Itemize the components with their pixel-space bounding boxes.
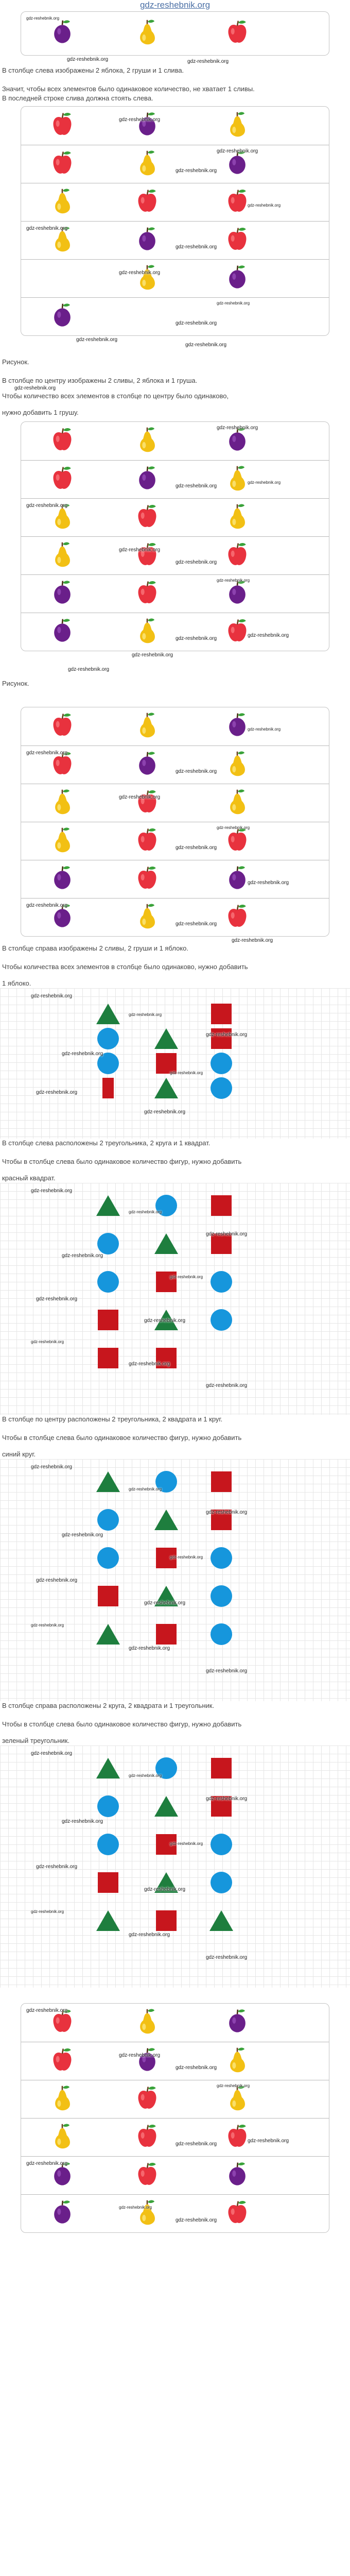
pear-fruit — [136, 2199, 159, 2229]
text-paragraph: Рисунок. — [2, 358, 29, 366]
watermark: gdz-reshebnik.org — [176, 769, 217, 774]
watermark: gdz-reshebnik.org — [217, 825, 250, 830]
apple-fruit — [226, 2199, 249, 2229]
apple-fruit — [136, 826, 159, 856]
pear-fruit — [51, 541, 74, 571]
text-paragraph: синий круг. — [2, 1450, 36, 1458]
apple-fruit — [226, 226, 249, 256]
apple-fruit — [136, 2161, 159, 2191]
shape-grid-1 — [0, 988, 350, 1139]
watermark: gdz-reshebnik.org — [176, 244, 217, 250]
text-paragraph: В столбце слева расположены 2 треугольника, 2 круга и 1 квадрат. — [2, 1139, 211, 1147]
apple-fruit — [136, 788, 159, 818]
fruit-row — [21, 898, 329, 936]
watermark: gdz-reshebnik.org — [217, 301, 250, 306]
site-link[interactable]: gdz-reshebnik.org — [139, 0, 211, 10]
fruit-row — [21, 107, 329, 145]
circle-shape — [211, 1547, 232, 1569]
watermark: gdz-reshebnik.org — [129, 1361, 170, 1367]
circle-shape — [211, 1309, 232, 1331]
fruit-row — [21, 2194, 329, 2232]
watermark: gdz-reshebnik.org — [248, 2138, 289, 2144]
triangle-shape — [96, 1910, 120, 1931]
text-paragraph: красный квадрат. — [2, 1174, 56, 1182]
watermark: gdz-reshebnik.org — [31, 1188, 73, 1194]
watermark: gdz-reshebnik.org — [31, 993, 73, 999]
watermark: gdz-reshebnik.org — [206, 1383, 248, 1388]
fruit-row — [21, 12, 329, 55]
plum-fruit — [51, 2199, 74, 2229]
triangle-shape — [154, 1796, 178, 1817]
fruit-row — [21, 707, 329, 745]
watermark: gdz-reshebnik.org — [129, 1932, 170, 1938]
watermark: gdz-reshebnik.org — [248, 633, 289, 638]
circle-shape — [97, 1795, 119, 1817]
plum-fruit — [51, 579, 74, 609]
pear-fruit — [51, 2084, 74, 2114]
circle-shape — [97, 1547, 119, 1569]
triangle-shape — [209, 1910, 233, 1931]
triangle-shape — [154, 1078, 178, 1098]
watermark: gdz-reshebnik.org — [176, 168, 217, 174]
watermark: gdz-reshebnik.org — [176, 636, 217, 641]
text-paragraph: В столбце по центру изображены 2 сливы, 2 яблока и 1 груша. — [2, 377, 198, 384]
text-paragraph: зеленый треугольник. — [2, 1737, 70, 1744]
watermark: gdz-reshebnik.org — [176, 2217, 217, 2223]
square-shape — [102, 1078, 114, 1098]
fruit-row — [21, 2080, 329, 2118]
text-paragraph: В последней строке слива должна стоять слева. — [2, 94, 153, 102]
fruit-row — [21, 2004, 329, 2042]
watermark: gdz-reshebnik.org — [26, 750, 68, 756]
fruit-row — [21, 145, 329, 183]
fruit-row — [21, 422, 329, 460]
plum-fruit — [226, 264, 249, 294]
apple-fruit — [136, 579, 159, 609]
apple-fruit — [51, 2046, 74, 2076]
plum-fruit — [51, 617, 74, 647]
watermark: gdz-reshebnik.org — [170, 1555, 203, 1560]
watermark: gdz-reshebnik.org — [119, 2053, 161, 2058]
watermark: gdz-reshebnik.org — [26, 16, 60, 21]
shape-grid-3 — [0, 1459, 350, 1701]
pear-fruit — [51, 826, 74, 856]
watermark: gdz-reshebnik.org — [119, 794, 161, 800]
circle-shape — [97, 1271, 119, 1293]
watermark: gdz-reshebnik.org — [248, 727, 281, 732]
text-paragraph: нужно добавить 1 грушу. — [2, 409, 79, 416]
fruit-row — [21, 784, 329, 822]
apple-fruit — [136, 865, 159, 894]
fruit-row — [21, 460, 329, 498]
watermark: gdz-reshebnik.org — [206, 1668, 248, 1674]
watermark: gdz-reshebnik.org — [248, 480, 281, 485]
watermark: gdz-reshebnik.org — [217, 2083, 250, 2088]
text-paragraph: Чтобы количества всех элементов в столбце было одинаково, нужно добавить — [2, 963, 248, 971]
plum-fruit — [51, 19, 74, 48]
watermark: gdz-reshebnik.org — [119, 2205, 152, 2210]
text-paragraph: Чтобы в столбце слева было одинаковое количество фигур, нужно добавить — [2, 1158, 242, 1165]
square-shape — [98, 1586, 118, 1606]
circle-shape — [211, 1834, 232, 1855]
watermark: gdz-reshebnik.org — [217, 148, 258, 154]
watermark: gdz-reshebnik.org — [119, 547, 161, 553]
text-paragraph: Рисунок. — [2, 680, 29, 687]
plum-fruit — [136, 111, 159, 141]
plum-fruit — [136, 750, 159, 780]
watermark: gdz-reshebnik.org — [31, 1909, 64, 1914]
text-paragraph: 1 яблоко. — [2, 979, 31, 987]
circle-shape — [211, 1053, 232, 1074]
apple-fruit — [226, 541, 249, 571]
pear-fruit — [226, 788, 249, 818]
watermark: gdz-reshebnik.org — [129, 1487, 162, 1492]
apple-fruit — [136, 188, 159, 217]
watermark: gdz-reshebnik.org — [176, 2065, 217, 2071]
apple-fruit — [226, 826, 249, 856]
plum-fruit — [226, 2161, 249, 2191]
fruit-row — [21, 221, 329, 259]
fruit-row — [21, 745, 329, 784]
circle-shape — [211, 1623, 232, 1645]
watermark: gdz-reshebnik.org — [206, 1955, 248, 1960]
text-paragraph: В столбце слева изображены 2 яблока, 2 груши и 1 слива. — [2, 66, 184, 74]
watermark: gdz-reshebnik.org — [129, 1646, 170, 1651]
watermark: gdz-reshebnik.org — [144, 1887, 186, 1892]
apple-fruit — [136, 2084, 159, 2114]
apple-fruit — [136, 503, 159, 533]
apple-fruit — [226, 903, 249, 933]
watermark: gdz-reshebnik.org — [62, 1253, 103, 1259]
pear-fruit — [226, 750, 249, 780]
apple-fruit — [51, 711, 74, 741]
watermark: gdz-reshebnik.org — [144, 1109, 186, 1115]
watermark: gdz-reshebnik.org — [217, 425, 258, 431]
fruit-row — [21, 860, 329, 898]
plum-fruit — [51, 302, 74, 332]
square-shape — [98, 1310, 118, 1330]
watermark: gdz-reshebnik.org — [248, 203, 281, 208]
text-paragraph: В столбце справа изображены 2 сливы, 2 груши и 1 яблоко. — [2, 944, 188, 952]
apple-fruit — [226, 188, 249, 217]
watermark: gdz-reshebnik.org — [31, 1623, 64, 1628]
watermark: gdz-reshebnik.org — [144, 1600, 186, 1606]
fruit-row — [21, 183, 329, 221]
fruit-row — [21, 536, 329, 574]
watermark: gdz-reshebnik.org — [129, 1210, 162, 1214]
triangle-shape — [96, 1004, 120, 1024]
watermark: gdz-reshebnik.org — [36, 1296, 78, 1302]
pear-fruit — [136, 903, 159, 933]
plum-fruit — [136, 465, 159, 495]
apple-fruit — [136, 541, 159, 571]
watermark: gdz-reshebnik.org — [26, 503, 68, 509]
watermark: gdz-reshebnik.org — [76, 337, 118, 343]
pear-fruit — [136, 19, 159, 48]
apple-fruit — [51, 426, 74, 456]
pear-fruit — [226, 2084, 249, 2114]
watermark: gdz-reshebnik.org — [176, 320, 217, 326]
watermark: gdz-reshebnik.org — [14, 385, 56, 391]
pear-fruit — [51, 2123, 74, 2153]
watermark: gdz-reshebnik.org — [170, 1275, 203, 1279]
text-paragraph: Чтобы в столбце слева было одинаковое количество фигур, нужно добавить — [2, 1434, 242, 1442]
watermark: gdz-reshebnik.org — [26, 2008, 68, 2013]
watermark: gdz-reshebnik.org — [206, 1796, 248, 1802]
text-paragraph: Чтобы количество всех элементов в столбце по центру было одинаково, — [2, 392, 229, 400]
watermark: gdz-reshebnik.org — [36, 1090, 78, 1096]
watermark: gdz-reshebnik.org — [26, 2161, 68, 2166]
watermark: gdz-reshebnik.org — [170, 1070, 203, 1075]
square-shape — [98, 1348, 118, 1368]
watermark: gdz-reshebnik.org — [62, 1532, 103, 1538]
pear-fruit — [226, 503, 249, 533]
square-shape — [156, 1624, 177, 1645]
shape-grid-4 — [0, 1745, 350, 1988]
fruit-row — [21, 259, 329, 297]
fruit-row — [21, 2042, 329, 2080]
square-shape — [211, 1758, 232, 1778]
text-paragraph: Чтобы в столбце слева было одинаковое количество фигур, нужно добавить — [2, 1720, 242, 1728]
apple-fruit — [226, 2123, 249, 2153]
plum-fruit — [136, 2046, 159, 2076]
plum-fruit — [136, 226, 159, 256]
square-shape — [156, 1910, 177, 1931]
circle-shape — [211, 1872, 232, 1893]
fruit-box-5 — [21, 2003, 329, 2233]
pear-fruit — [136, 149, 159, 179]
text-paragraph: В столбце по центру расположены 2 треугольника, 2 квадрата и 1 круг. — [2, 1415, 223, 1423]
fruit-row — [21, 297, 329, 335]
plum-fruit — [226, 2008, 249, 2038]
plum-fruit — [226, 865, 249, 894]
watermark: gdz-reshebnik.org — [31, 1464, 73, 1470]
watermark: gdz-reshebnik.org — [206, 1510, 248, 1515]
fruit-row — [21, 613, 329, 651]
apple-fruit — [136, 2123, 159, 2153]
watermark: gdz-reshebnik.org — [248, 880, 289, 886]
triangle-shape — [154, 1233, 178, 1254]
watermark: gdz-reshebnik.org — [26, 226, 68, 231]
apple-fruit — [226, 19, 249, 48]
circle-shape — [97, 1834, 119, 1855]
fruit-box-4 — [21, 707, 329, 937]
plum-fruit — [51, 865, 74, 894]
triangle-shape — [154, 1510, 178, 1530]
fruit-box-2 — [21, 106, 329, 336]
square-shape — [211, 1471, 232, 1492]
text-paragraph: В столбце справа расположены 2 круга, 2 квадрата и 1 треугольник. — [2, 1702, 215, 1709]
watermark: gdz-reshebnik.org — [176, 921, 217, 927]
watermark: gdz-reshebnik.org — [62, 1051, 103, 1057]
pear-fruit — [226, 111, 249, 141]
fruit-row — [21, 574, 329, 613]
watermark: gdz-reshebnik.org — [36, 1864, 78, 1870]
watermark: gdz-reshebnik.org — [119, 117, 161, 123]
circle-shape — [97, 1028, 119, 1049]
site-link-header[interactable] — [0, 0, 350, 11]
triangle-shape — [96, 1195, 120, 1216]
watermark: gdz-reshebnik.org — [176, 2141, 217, 2147]
watermark: gdz-reshebnik.org — [170, 1841, 203, 1846]
circle-shape — [97, 1233, 119, 1255]
pear-fruit — [51, 788, 74, 818]
triangle-shape — [154, 1028, 178, 1049]
watermark: gdz-reshebnik.org — [217, 578, 250, 583]
fruit-box-3 — [21, 421, 329, 651]
pear-fruit — [226, 465, 249, 495]
watermark: gdz-reshebnik.org — [176, 483, 217, 489]
circle-shape — [211, 1585, 232, 1607]
plum-fruit — [226, 579, 249, 609]
fruit-box-1 — [21, 11, 329, 56]
circle-shape — [97, 1509, 119, 1531]
fruit-row — [21, 2156, 329, 2194]
watermark: gdz-reshebnik.org — [67, 57, 109, 62]
watermark: gdz-reshebnik.org — [132, 652, 173, 658]
watermark: gdz-reshebnik.org — [68, 667, 110, 672]
apple-fruit — [51, 149, 74, 179]
fruit-row — [21, 822, 329, 860]
watermark: gdz-reshebnik.org — [206, 1231, 248, 1237]
square-shape — [211, 1004, 232, 1024]
triangle-shape — [96, 1624, 120, 1645]
watermark: gdz-reshebnik.org — [144, 1318, 186, 1324]
circle-shape — [211, 1077, 232, 1099]
apple-fruit — [51, 465, 74, 495]
apple-fruit — [226, 617, 249, 647]
watermark: gdz-reshebnik.org — [31, 1751, 73, 1756]
watermark: gdz-reshebnik.org — [176, 845, 217, 851]
pear-fruit — [136, 264, 159, 294]
fruit-row — [21, 498, 329, 536]
watermark: gdz-reshebnik.org — [31, 1340, 64, 1344]
text-paragraph: Значит, чтобы всех элементов было одинаковое количество, не хватает 1 сливы. — [2, 85, 255, 93]
watermark: gdz-reshebnik.org — [187, 59, 229, 64]
square-shape — [211, 1195, 232, 1216]
watermark: gdz-reshebnik.org — [119, 270, 161, 276]
watermark: gdz-reshebnik.org — [176, 560, 217, 565]
pear-fruit — [136, 711, 159, 741]
watermark: gdz-reshebnik.org — [232, 938, 273, 943]
watermark: gdz-reshebnik.org — [36, 1578, 78, 1583]
fruit-row — [21, 2118, 329, 2156]
pear-fruit — [226, 2046, 249, 2076]
watermark: gdz-reshebnik.org — [129, 1012, 162, 1018]
triangle-shape — [96, 1758, 120, 1778]
pear-fruit — [136, 426, 159, 456]
pear-fruit — [136, 2008, 159, 2038]
watermark: gdz-reshebnik.org — [185, 342, 227, 348]
shape-grid-2 — [0, 1183, 350, 1415]
plum-fruit — [226, 711, 249, 741]
watermark: gdz-reshebnik.org — [206, 1031, 248, 1038]
apple-fruit — [51, 111, 74, 141]
square-shape — [98, 1872, 118, 1893]
pear-fruit — [136, 617, 159, 647]
triangle-shape — [96, 1471, 120, 1492]
circle-shape — [211, 1271, 232, 1293]
watermark: gdz-reshebnik.org — [129, 1773, 162, 1778]
watermark: gdz-reshebnik.org — [62, 1819, 103, 1824]
watermark: gdz-reshebnik.org — [26, 903, 68, 908]
pear-fruit — [51, 188, 74, 217]
